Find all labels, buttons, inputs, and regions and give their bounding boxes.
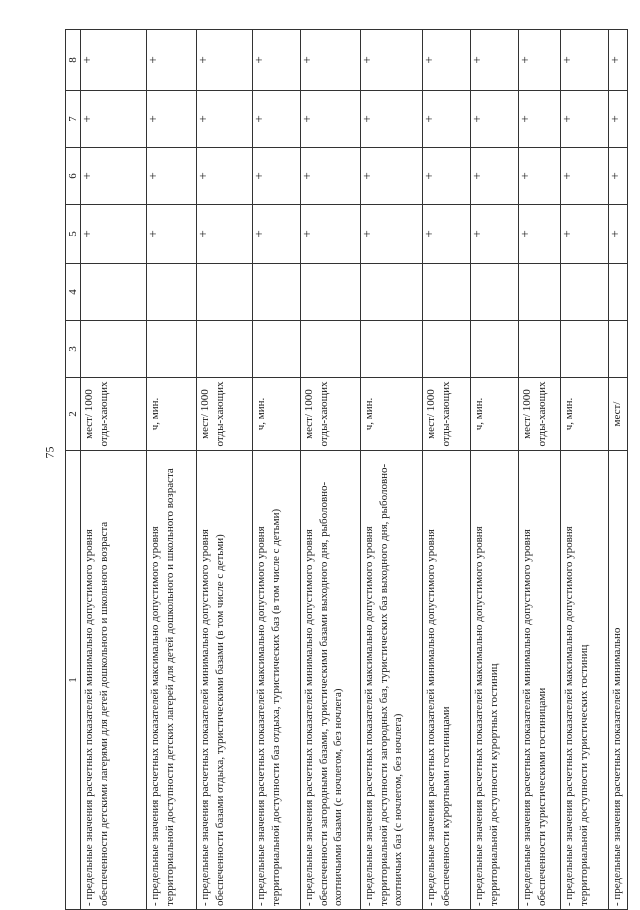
column-3-cell <box>361 321 423 378</box>
unit-cell: ч, мин. <box>361 378 423 451</box>
column-4-cell <box>147 264 197 321</box>
indicator-cell: - предельные значения расчетных показателей минимально допустимого уровня обеспеченности детскими лагерями для детей дошкольного и школьного возраста <box>81 451 147 910</box>
column-header-6: 6 <box>66 148 81 205</box>
column-8-cell <box>147 30 197 91</box>
plus-mark: + <box>145 230 161 238</box>
plus-mark: + <box>299 115 315 123</box>
plus-mark: + <box>469 56 485 64</box>
plus-mark: + <box>469 115 485 123</box>
unit-cell: ч, мин. <box>561 378 609 451</box>
plus-mark: + <box>517 230 533 238</box>
unit-cell: мест/ <box>609 378 628 451</box>
column-3-cell <box>81 321 147 378</box>
table-row <box>253 30 301 910</box>
column-6-cell <box>423 148 471 205</box>
plus-mark: + <box>195 172 211 180</box>
table-row <box>423 30 471 910</box>
column-4-cell <box>301 264 361 321</box>
column-3-cell <box>561 321 609 378</box>
plus-mark: + <box>559 115 575 123</box>
unit-cell: мест/ 1000 отды-хающих <box>301 378 361 451</box>
column-6-cell <box>197 148 253 205</box>
column-3-cell <box>519 321 561 378</box>
column-4-cell <box>81 264 147 321</box>
unit-cell: мест/ 1000 отды-хающих <box>423 378 471 451</box>
column-header-2: 2 <box>66 378 81 451</box>
column-8-cell <box>81 30 147 91</box>
table-row <box>81 30 147 910</box>
column-5-cell <box>519 205 561 264</box>
indicator-cell: - предельные значения расчетных показателей максимально допустимого уровня территориальной доступности баз отдыха, туристических баз (в том числе с детьми) <box>253 451 301 910</box>
indicator-cell: - предельные значения расчетных показателей минимально <box>609 451 628 910</box>
column-8-cell <box>197 30 253 91</box>
column-4-cell <box>361 264 423 321</box>
column-7-cell <box>301 91 361 148</box>
unit-cell: мест/ 1000 отды-хающих <box>197 378 253 451</box>
table-row <box>471 30 519 910</box>
column-5-cell <box>561 205 609 264</box>
column-6-cell <box>253 148 301 205</box>
plus-mark: + <box>469 172 485 180</box>
unit-cell: ч, мин. <box>253 378 301 451</box>
table-row <box>361 30 423 910</box>
column-3-cell <box>197 321 253 378</box>
plus-mark: + <box>299 56 315 64</box>
unit-cell: мест/ 1000 отды-хающих <box>519 378 561 451</box>
column-7-cell <box>361 91 423 148</box>
column-7-cell <box>519 91 561 148</box>
column-header-5: 5 <box>66 205 81 264</box>
column-7-cell <box>81 91 147 148</box>
indicator-cell: - предельные значения расчетных показателей максимально допустимого уровня территориальной доступности детских лагерей для детей дошкольного и школьного возраста <box>147 451 197 910</box>
column-3-cell <box>301 321 361 378</box>
plus-mark: + <box>559 230 575 238</box>
table-row <box>147 30 197 910</box>
plus-mark: + <box>79 115 95 123</box>
column-7-cell <box>471 91 519 148</box>
column-5-cell <box>147 205 197 264</box>
column-3-cell <box>423 321 471 378</box>
plus-mark: + <box>469 230 485 238</box>
indicator-cell: - предельные значения расчетных показателей максимально допустимого уровня территориальной доступности курортных гостиниц <box>471 451 519 910</box>
unit-cell: ч, мин. <box>471 378 519 451</box>
indicator-cell: - предельные значения расчетных показателей минимально допустимого уровня обеспеченности загородными базами, туристическими базами выходного дня, рыболовно-охотничьими базами (с ночлегом, без ночлега) <box>301 451 361 910</box>
column-6-cell <box>609 148 628 205</box>
plus-mark: + <box>517 56 533 64</box>
column-header-3: 3 <box>66 321 81 378</box>
column-header-1: 1 <box>66 451 81 910</box>
plus-mark: + <box>559 172 575 180</box>
column-3-cell <box>471 321 519 378</box>
column-7-cell <box>197 91 253 148</box>
column-header-4: 4 <box>66 264 81 321</box>
table-row <box>561 30 609 910</box>
column-3-cell <box>609 321 628 378</box>
plus-mark: + <box>517 172 533 180</box>
table-row <box>519 30 561 910</box>
plus-mark: + <box>607 172 623 180</box>
plus-mark: + <box>421 115 437 123</box>
column-7-cell <box>423 91 471 148</box>
plus-mark: + <box>299 230 315 238</box>
table-header-row <box>66 30 81 910</box>
page-number: 75 <box>42 446 57 459</box>
indicator-cell: - предельные значения расчетных показателей максимально допустимого уровня территориальной доступности туристических гостиниц <box>561 451 609 910</box>
plus-mark: + <box>421 56 437 64</box>
column-3-cell <box>147 321 197 378</box>
column-5-cell <box>423 205 471 264</box>
column-header-8: 8 <box>66 30 81 91</box>
column-4-cell <box>423 264 471 321</box>
column-8-cell <box>609 30 628 91</box>
plus-mark: + <box>421 172 437 180</box>
plus-mark: + <box>195 56 211 64</box>
plus-mark: + <box>251 172 267 180</box>
column-6-cell <box>471 148 519 205</box>
unit-cell: ч, мин. <box>147 378 197 451</box>
column-5-cell <box>301 205 361 264</box>
column-6-cell <box>81 148 147 205</box>
column-3-cell <box>253 321 301 378</box>
unit-cell: мест/ 1000 отды-хающих <box>81 378 147 451</box>
plus-mark: + <box>421 230 437 238</box>
indicator-cell: - предельные значения расчетных показателей минимально допустимого уровня обеспеченности базами отдыха, туристическими базами (в том числе с детьми) <box>197 451 253 910</box>
column-4-cell <box>609 264 628 321</box>
column-5-cell <box>197 205 253 264</box>
indicator-cell: - предельные значения расчетных показателей максимально допустимого уровня территориальной доступности загородных баз, туристических баз выходного дня, рыболовно-охотничьих баз (с ночлегом, без ночлега) <box>361 451 423 910</box>
column-6-cell <box>361 148 423 205</box>
column-7-cell <box>609 91 628 148</box>
plus-mark: + <box>517 115 533 123</box>
indicator-cell: - предельные значения расчетных показателей минимально допустимого уровня обеспеченности курортными гостиницами <box>423 451 471 910</box>
plus-mark: + <box>79 230 95 238</box>
column-4-cell <box>471 264 519 321</box>
column-6-cell <box>561 148 609 205</box>
column-5-cell <box>81 205 147 264</box>
column-6-cell <box>519 148 561 205</box>
column-5-cell <box>609 205 628 264</box>
plus-mark: + <box>251 56 267 64</box>
plus-mark: + <box>79 56 95 64</box>
plus-mark: + <box>195 230 211 238</box>
plus-mark: + <box>251 115 267 123</box>
column-8-cell <box>561 30 609 91</box>
column-6-cell <box>301 148 361 205</box>
column-8-cell <box>301 30 361 91</box>
plus-mark: + <box>607 230 623 238</box>
table-row <box>197 30 253 910</box>
indicator-cell: - предельные значения расчетных показателей минимально допустимого уровня обеспеченности туристическими гостиницами <box>519 451 561 910</box>
plus-mark: + <box>359 172 375 180</box>
column-7-cell <box>561 91 609 148</box>
column-5-cell <box>253 205 301 264</box>
column-5-cell <box>361 205 423 264</box>
plus-mark: + <box>251 230 267 238</box>
column-8-cell <box>423 30 471 91</box>
plus-mark: + <box>559 56 575 64</box>
plus-mark: + <box>145 115 161 123</box>
table-row <box>301 30 361 910</box>
column-4-cell <box>197 264 253 321</box>
column-header-7: 7 <box>66 91 81 148</box>
plus-mark: + <box>299 172 315 180</box>
column-4-cell <box>253 264 301 321</box>
plus-mark: + <box>359 230 375 238</box>
rotated-table-container <box>65 56 624 910</box>
plus-mark: + <box>145 172 161 180</box>
plus-mark: + <box>607 56 623 64</box>
plus-mark: + <box>359 115 375 123</box>
plus-mark: + <box>359 56 375 64</box>
column-8-cell <box>361 30 423 91</box>
plus-mark: + <box>79 172 95 180</box>
norms-table <box>65 29 628 910</box>
column-4-cell <box>519 264 561 321</box>
column-4-cell <box>561 264 609 321</box>
column-8-cell <box>253 30 301 91</box>
column-7-cell <box>253 91 301 148</box>
column-7-cell <box>147 91 197 148</box>
column-8-cell <box>471 30 519 91</box>
column-8-cell <box>519 30 561 91</box>
table-row <box>609 30 628 910</box>
plus-mark: + <box>145 56 161 64</box>
plus-mark: + <box>607 115 623 123</box>
column-5-cell <box>471 205 519 264</box>
column-6-cell <box>147 148 197 205</box>
plus-mark: + <box>195 115 211 123</box>
